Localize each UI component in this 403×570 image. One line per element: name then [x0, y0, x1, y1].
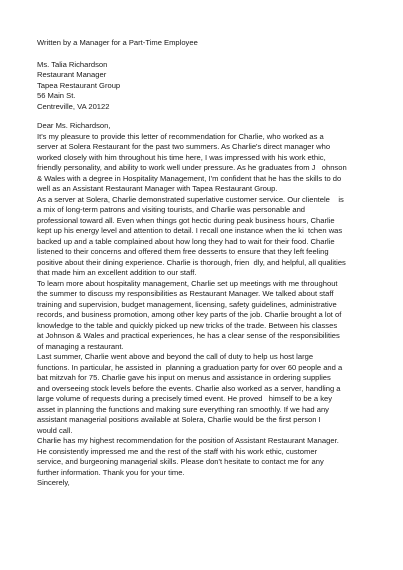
body-line: friendly personality, and ability to work well under pressure. As he graduates from J ohnson: [37, 163, 347, 172]
body-line: training and supervision, budget management, licensing, safety guidelines, administrative: [37, 299, 337, 309]
body-line: To learn more about hospitality management, Charlie set up meetings with me throughout: [37, 278, 338, 288]
body-line: worked closely with him throughout his time here, I was impressed with his work ethic,: [37, 152, 326, 162]
address-line: 56 Main St.: [37, 91, 76, 100]
body-line: the summer to discuss my responsibilities as Restaurant Manager. We talked about staff: [37, 289, 334, 298]
body-line: positive about their dining experience. Charlie is thorough, frien dly, and helpful, all qualities: [37, 257, 346, 267]
body-line: that made him an excellent addition to our staff.: [37, 268, 197, 277]
body-line: server at Solera Restaurant for the past two summers. As Charlie's direct manager who: [37, 142, 331, 151]
address-line: Ms. Talia Richardson: [37, 59, 108, 69]
body-line: assistant managerial positions available at Solera, Charlie would be the first person I: [37, 415, 321, 424]
body-line: records, and business promotion, among other key parts of the job. Charlie brought a lot of: [37, 310, 342, 319]
body-line: and overseeing stock levels before the events. Charlie also worked as a server, handling a: [37, 383, 341, 393]
body-line: at Johnson & Wales and practical experiences, he has a clear sense of the responsibilities: [37, 331, 340, 340]
body-line: As a server at Solera, Charlie demonstrated superlative customer service. Our clientele is: [37, 194, 344, 204]
body-line: backed up and a table complained about how long they had to wait for their food. Charlie: [37, 236, 335, 246]
salutation: Dear Ms. Richardson,: [37, 121, 111, 130]
body-line: professional toward all. Even when things got hectic during peak business hours, Charlie: [37, 215, 335, 225]
address-line: Centreville, VA 20122: [37, 101, 110, 111]
body-line: It's my pleasure to provide this letter of recommendation for Charlie, who worked as a: [37, 131, 324, 141]
body-line: a mix of long-term patrons and visiting tourists, and Charlie was personable and: [37, 205, 306, 214]
body-line: knowledge to the table and quickly picked up new tricks of the trade. Between his classes: [37, 320, 338, 330]
body-line: He consistently impressed me and the rest of the staff with his work ethic, customer: [37, 446, 318, 456]
closing: Sincerely,: [37, 478, 70, 487]
body-line: Last summer, Charlie went above and beyond the call of duty to help us host large: [37, 352, 314, 361]
body-line: service, and burgeoning managerial skills. Please don't hesitate to contact me for any: [37, 457, 324, 466]
body-line: & Wales with a degree in Hospitality Management, I'm confident that he has the skills to do: [37, 173, 342, 183]
letter-heading: Written by a Manager for a Part-Time Employee: [37, 38, 198, 47]
address-line: Restaurant Manager: [37, 70, 107, 79]
body-line: listened to their concerns and offered them free desserts to ensure that they left feeling: [37, 247, 329, 256]
body-line: bat mitzvah for 75. Charlie gave his input on menus and assistance in ordering supplies: [37, 373, 331, 382]
body-line: further information. Thank you for your time.: [37, 467, 185, 477]
body-line: Charlie has my highest recommendation for the position of Assistant Restaurant Manager.: [37, 436, 339, 445]
body-line: large volume of requests during a precisely timed event. He proved himself to be a key: [37, 394, 333, 403]
letter-body: [37, 121, 377, 489]
body-line: of managing a restaurant.: [37, 341, 124, 351]
recipient-address-block: [37, 60, 377, 113]
body-line: functions. In particular, he assisted in planning a graduation party for over 60 people and a: [37, 362, 343, 372]
address-line: Tapea Restaurant Group: [37, 80, 121, 90]
body-line: kept up his energy level and attention to detail. I recall one instance when the ki tchen was: [37, 226, 343, 235]
letter-page: [37, 38, 377, 489]
body-line: well as an Assistant Restaurant Manager with Tapea Restaurant Group.: [37, 184, 278, 193]
body-line: asset in planning the functions and making sure everything ran smoothly. If we had any: [37, 404, 329, 414]
body-line: would call.: [37, 425, 73, 435]
